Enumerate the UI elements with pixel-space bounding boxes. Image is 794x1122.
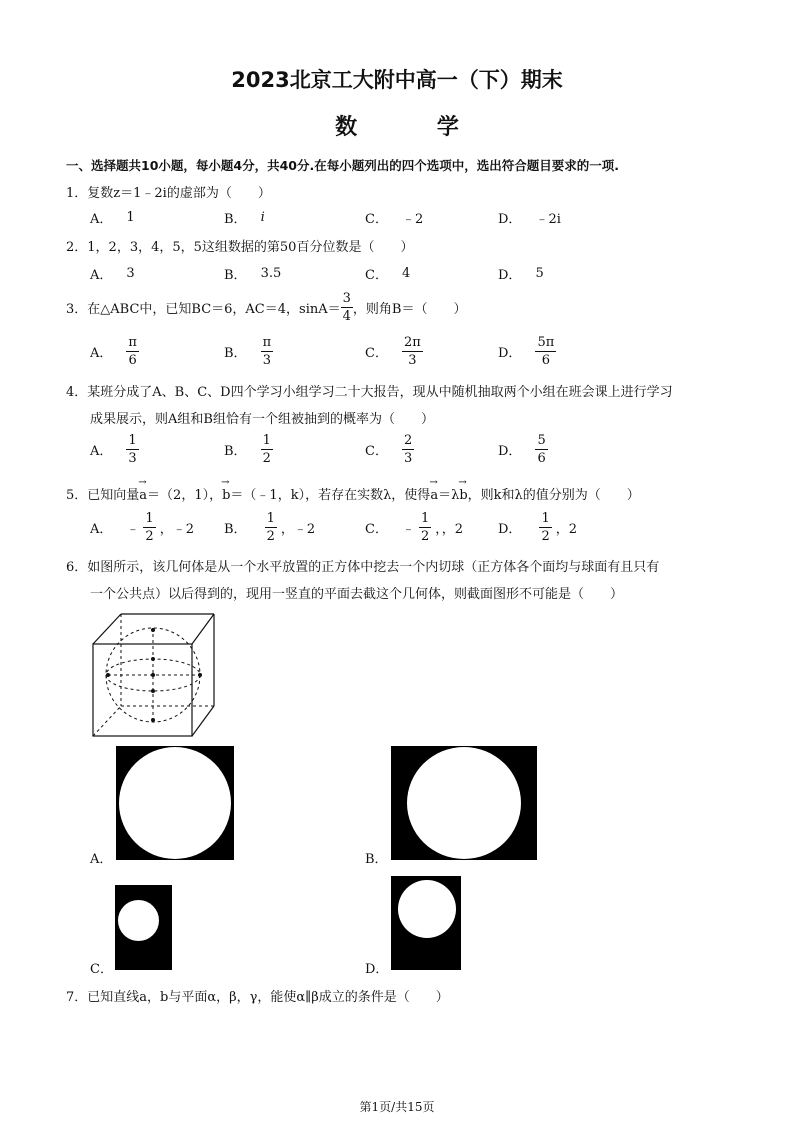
q3-option-a [90,336,139,367]
section-figure-b [391,746,537,860]
fraction-numerator: π [128,335,137,350]
sphere-point [106,673,110,677]
sphere-point [151,718,155,722]
option-sign: ﹣ [126,522,140,537]
option-letter: D． [498,522,522,537]
option-letter: B． [224,268,247,283]
fraction [143,512,155,543]
fraction-denominator: 6 [537,451,546,466]
option-text: ，﹣2 [159,522,194,537]
q4-option-d [498,434,548,465]
q1-option-b [224,208,265,227]
section-figure-c [115,885,172,970]
q3-option-b [224,336,273,367]
question-6-stem-line2: 一个公共点）以后得到的，现用一竖直的平面去截这个几何体，则截面图形不可能是（ ） [90,587,624,602]
question-4-options [90,434,730,466]
fraction-denominator: 6 [128,353,137,368]
q5-stem-part: ＝λ [438,488,460,503]
cube-edge [192,706,214,736]
cube-edge [93,614,121,644]
option-text: ﹣2i [535,212,561,227]
option-letter: B． [224,522,247,537]
fraction-denominator: 2 [145,529,154,544]
option-text: ，，2 [435,522,464,537]
option-letter: C． [365,268,388,283]
fraction-numerator: 3 [342,291,351,306]
question-5-options [90,512,730,544]
option-letter: D． [498,268,522,283]
fraction [539,512,551,543]
fraction [341,292,353,323]
option-letter: C． [365,522,388,537]
fraction [261,336,274,367]
vector-a: → a [430,488,438,503]
circle-cutout [118,900,159,941]
fraction-denominator: 2 [420,529,430,544]
hidden-edge [93,706,121,736]
q3-stem-part: 3．在△ABC中，已知BC＝6，AC＝4，sinA＝ [66,302,341,317]
fraction-numerator: 1 [128,433,137,448]
option-letter: A． [90,268,113,283]
q5-option-c [365,512,463,543]
option-letter: C． [365,346,388,361]
section-figure-a [116,746,234,860]
fraction-numerator: 1 [420,511,430,526]
q2-option-a [90,264,135,283]
q2-option-b [224,264,281,283]
fraction [535,336,556,367]
section-figure-d [391,876,461,970]
circle-cutout [398,880,456,938]
q1-option-a [90,208,135,227]
option-text: i [260,210,265,225]
fraction-numerator: 2 [403,433,413,448]
q4-option-c [365,434,414,465]
question-3-stem [66,292,466,323]
option-letter: A． [90,852,113,867]
fraction [402,434,414,465]
fraction [535,434,547,465]
question-3-options [90,336,730,368]
fraction-denominator: 3 [408,353,417,368]
fraction-denominator: 2 [266,529,275,544]
vector-b: → b [222,488,230,503]
fraction-numerator: 5π [537,335,555,350]
option-text: 5 [535,266,544,281]
q3-option-d [498,336,556,367]
fraction-numerator: 1 [262,433,271,448]
option-letter: B． [224,212,247,227]
circle-cutout [407,747,521,859]
fraction-numerator: π [262,335,272,350]
vector-b: → b [459,488,467,503]
fraction [265,512,277,543]
fraction-numerator: 1 [145,511,154,526]
q2-option-d [498,264,544,283]
option-text: 3 [126,266,135,281]
cube-front-face [93,644,192,736]
option-letter: D． [498,212,522,227]
question-5-stem [66,484,640,503]
fraction-denominator: 4 [342,309,351,324]
sphere-point [151,657,155,661]
sphere-center [151,673,155,677]
option-letter: A． [90,346,113,361]
q5-option-b [224,512,315,543]
cube-sphere-figure [88,610,220,738]
q3-stem-part: ，则角B＝（ ） [352,302,467,317]
circle-cutout [119,747,231,859]
section-heading: 一、选择题共10小题，每小题4分，共40分.在每小题列出的四个选项中，选出符合题目要求的一项. [66,158,619,173]
fraction-denominator: 3 [262,353,271,368]
fraction-denominator: 2 [262,451,271,466]
subject-title: 数 学 [335,115,495,140]
q4-option-b [224,434,273,465]
fraction-numerator: 1 [541,511,550,526]
fraction [402,336,423,367]
option-letter: C． [365,212,388,227]
fraction-denominator: 6 [541,353,550,368]
option-letter: C． [365,444,388,459]
page-number: 第1页/共15页 [359,1100,435,1114]
exam-title: 2023北京工大附中高一（下）期末 [231,68,563,92]
option-letter: B． [224,346,247,361]
option-text: 1 [126,210,135,225]
option-letter: D． [498,346,522,361]
q1-option-d [498,208,561,227]
fraction-numerator: 1 [266,511,275,526]
option-sign: ﹣ [401,522,415,537]
question-1-stem: 1．复数z＝1﹣2i的虚部为（ ） [66,186,271,201]
q4-option-a [90,434,139,465]
q1-option-c [365,208,423,227]
sphere-point [151,628,155,632]
q5-stem-part: ＝（2，1）， [147,488,223,503]
cube-edge [192,614,214,644]
option-letter: C． [90,962,113,977]
option-letter: D． [498,444,522,459]
option-letter: A． [90,212,113,227]
fraction [261,434,273,465]
option-text: 4 [401,266,411,281]
sphere-point [198,673,202,677]
option-text: 3.5 [260,266,282,281]
question-4-stem-line1: 4．某班分成了A、B、C、D四个学习小组学习二十大报告，现从中随机抽取两个小组在班会课上进行学习 [66,385,673,400]
fraction-denominator: 2 [541,529,550,544]
question-2-stem: 2．1，2，3，4，5，5这组数据的第50百分位数是（ ） [66,240,414,255]
question-6-stem-line1: 6．如图所示，该几何体是从一个水平放置的正方体中挖去一个内切球（正方体各个面均与球面有且只有 [66,560,660,575]
question-4-stem-line2: 成果展示，则A组和B组恰有一个组被抽到的概率为（ ） [90,412,434,427]
fraction-numerator: 2π [403,335,421,350]
q2-option-c [365,264,410,283]
sphere-point [151,689,155,693]
fraction-denominator: 3 [403,451,413,466]
fraction [419,512,431,543]
fraction [126,434,138,465]
option-letter: B． [224,444,247,459]
vector-a: → a [139,488,147,503]
question-7-stem: 7．已知直线a，b与平面α，β，γ，能使α∥β成立的条件是（ ） [66,990,449,1005]
option-letter: A． [90,522,113,537]
q5-option-d [498,512,577,543]
fraction-numerator: 5 [537,433,546,448]
option-letter: B． [365,852,388,867]
q5-option-a [90,512,194,543]
q5-stem-part: ＝（﹣1，k），若存在实数λ，使得 [230,488,431,503]
q3-option-c [365,336,423,367]
fraction [126,336,139,367]
q5-stem-part: ，则k和λ的值分别为（ ） [467,488,640,503]
option-letter: D． [365,962,389,977]
fraction-denominator: 3 [128,451,137,466]
q5-stem-part: 5．已知向量 [66,488,140,503]
option-text: ﹣2 [401,212,424,227]
option-text: ，2 [555,522,577,537]
option-letter: A． [90,444,113,459]
option-text: ，﹣2 [280,522,316,537]
